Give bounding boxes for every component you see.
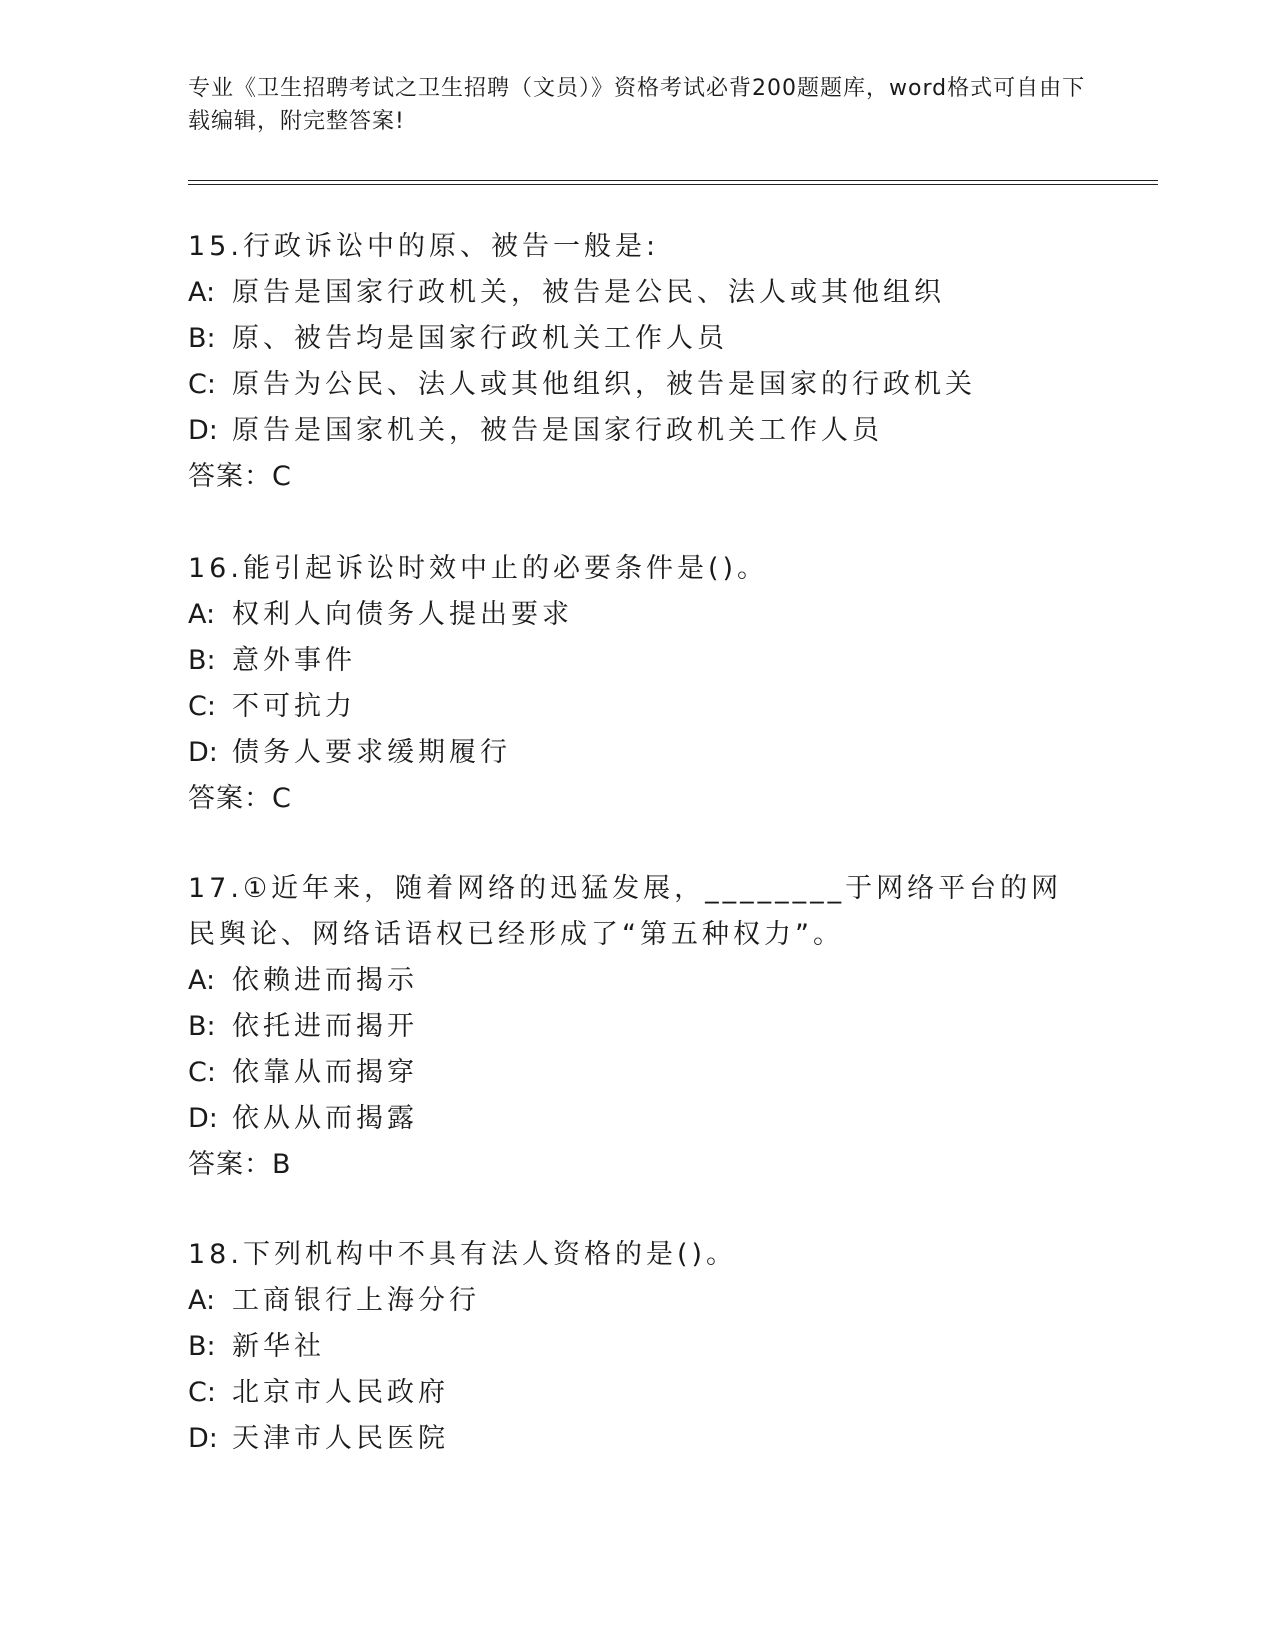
option-letter: C: [188,1057,216,1088]
question-stem: 17.①近年来，随着网络的迅猛发展，________于网络平台的网民舆论、网络话语权已经形成了“第五种权力”。 [188,873,1063,950]
option-letter: C: [188,369,216,400]
option-letter: B: [188,323,216,354]
option-d [188,1416,1148,1462]
option-c [188,684,1148,730]
option-letter: B: [188,1331,216,1362]
header-divider-top [188,180,1158,181]
option-c [188,362,1148,408]
option-letter: B: [188,1011,216,1042]
question-16 [188,546,1148,822]
option-letter: D: [188,1423,218,1454]
option-text: 原告是国家机关，被告是国家行政机关工作人员 [232,415,883,446]
question-15 [188,224,1148,500]
option-d [188,1096,1148,1142]
option-d [188,408,1148,454]
option-letter: A: [188,965,216,996]
option-text: 工商银行上海分行 [232,1285,480,1316]
option-b [188,638,1148,684]
option-a [188,1278,1148,1324]
option-text: 原告为公民、法人或其他组织，被告是国家的行政机关 [232,369,976,400]
option-letter: A: [188,277,216,308]
option-letter: C: [188,691,216,722]
option-letter: A: [188,599,216,630]
option-letter: D: [188,1103,218,1134]
option-text: 原告是国家行政机关，被告是公民、法人或其他组织 [232,277,945,308]
option-text: 新华社 [232,1331,325,1362]
answer-line: 答案：C [188,461,292,492]
option-b [188,1324,1148,1370]
option-c [188,1050,1148,1096]
option-text: 不可抗力 [232,691,356,722]
option-letter: B: [188,645,216,676]
option-letter: D: [188,737,218,768]
option-text: 天津市人民医院 [232,1423,449,1454]
question-stem: 15.行政诉讼中的原、被告一般是: [188,231,660,262]
option-d [188,730,1148,776]
option-a [188,592,1148,638]
header-divider-bottom [188,184,1158,185]
option-a [188,270,1148,316]
question-stem: 16.能引起诉讼时效中止的必要条件是()。 [188,553,769,584]
option-c [188,1370,1148,1416]
question-stem: 18.下列机构中不具有法人资格的是()。 [188,1239,738,1270]
option-text: 依托进而揭开 [232,1011,418,1042]
option-letter: D: [188,415,218,446]
option-text: 北京市人民政府 [232,1377,449,1408]
option-b [188,1004,1148,1050]
question-17 [188,866,1148,1188]
answer-line: 答案：C [188,783,292,814]
option-text: 原、被告均是国家行政机关工作人员 [232,323,728,354]
option-text: 依从从而揭露 [232,1103,418,1134]
option-text: 权利人向债务人提出要求 [232,599,573,630]
answer-line: 答案：B [188,1149,292,1180]
question-18 [188,1232,1148,1462]
option-text: 依赖进而揭示 [232,965,418,996]
document-header: 专业《卫生招聘考试之卫生招聘（文员）》资格考试必背200题题库，word格式可自由下载编辑，附完整答案! [188,76,1086,134]
option-b [188,316,1148,362]
option-letter: A: [188,1285,216,1316]
option-text: 意外事件 [232,645,356,676]
option-text: 债务人要求缓期履行 [232,737,511,768]
option-text: 依靠从而揭穿 [232,1057,418,1088]
option-letter: C: [188,1377,216,1408]
option-a [188,958,1148,1004]
